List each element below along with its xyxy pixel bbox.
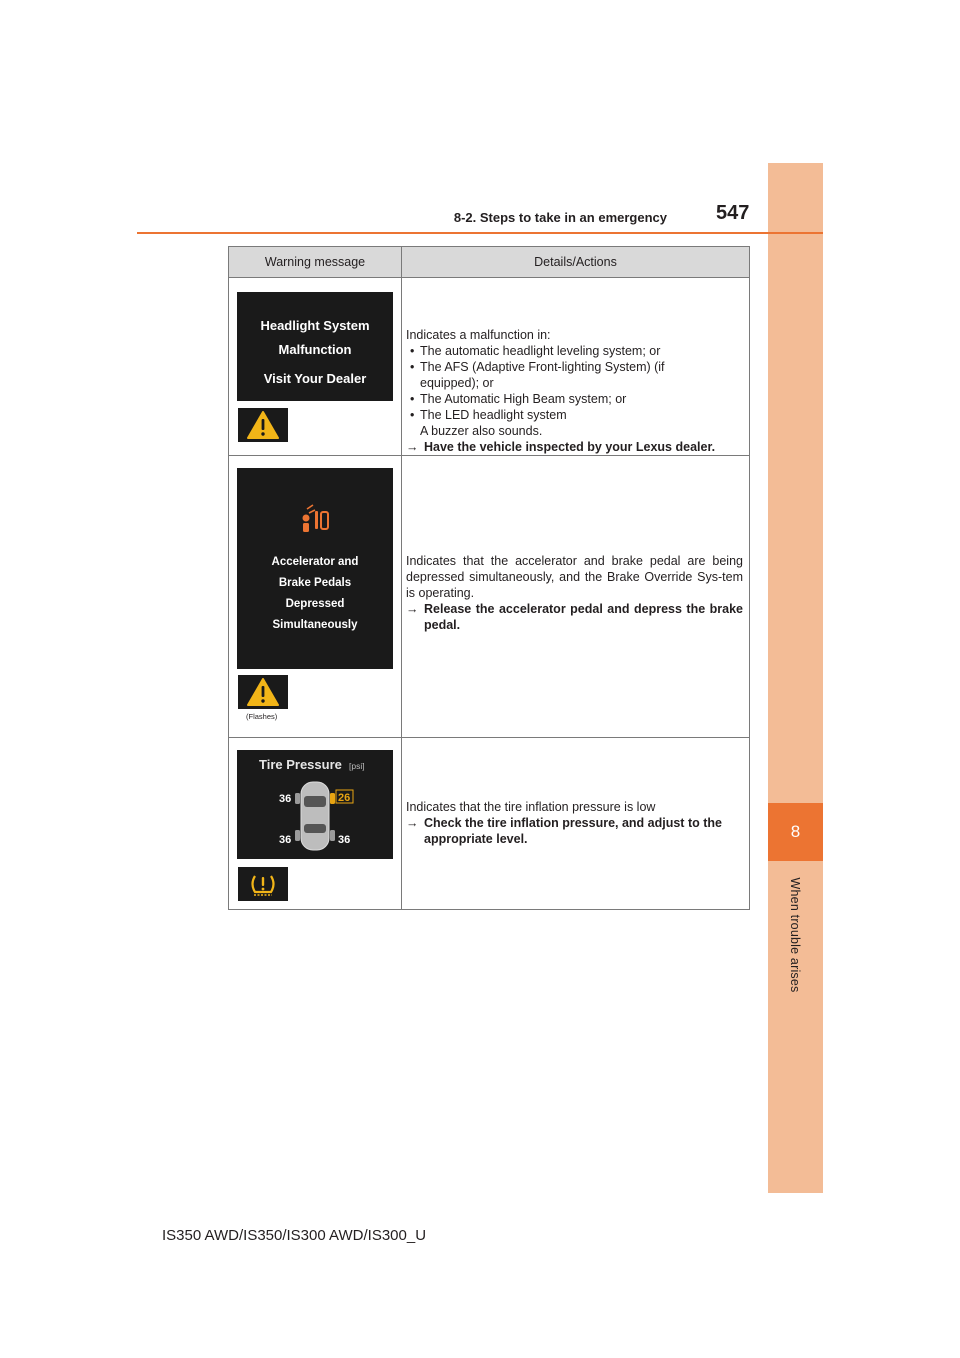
screen-line: Accelerator and	[271, 556, 359, 568]
screen-line: Malfunction	[278, 342, 352, 357]
headlight-malfunction-screen-graphic	[237, 292, 393, 401]
pedals-depressed-screen	[237, 468, 393, 669]
header-rule	[137, 232, 823, 234]
page-number: 547	[716, 202, 750, 224]
pedals-depressed-screen-graphic	[237, 468, 393, 669]
arrow-icon: →	[406, 816, 419, 830]
tire-pressure-screen	[237, 750, 393, 859]
table-header-row	[229, 247, 750, 278]
arrow-icon: →	[406, 440, 419, 454]
bullet: •	[410, 392, 415, 406]
tire-pressure-front-right: 26	[338, 792, 351, 804]
details-intro: Indicates a malfunction in:	[406, 328, 551, 342]
action-text: Have the vehicle inspected by your Lexus dealer.	[424, 440, 716, 454]
column-header-warning-message: Warning message	[229, 247, 402, 278]
tire-pressure-screen-graphic	[237, 750, 393, 859]
list-item-text: The LED headlight system	[420, 408, 567, 422]
indicator-caption: (Flashes)	[246, 712, 278, 721]
list-item-text: The AFS (Adaptive Front-lighting System) (if equipped); or	[420, 360, 665, 390]
column-header-details-actions: Details/Actions	[402, 247, 750, 278]
details-text: Indicates that the tire inflation pressure is low	[406, 800, 656, 814]
table-row	[229, 738, 750, 910]
screen-unit: [psi]	[349, 761, 365, 771]
screen-line: Simultaneously	[272, 619, 358, 631]
arrow-icon: →	[406, 602, 419, 616]
bullet: •	[410, 360, 415, 374]
warning-message-table	[228, 246, 750, 910]
list-item	[406, 407, 743, 423]
chapter-label: When trouble arises	[788, 877, 802, 993]
action-instruction	[406, 601, 743, 633]
warning-image-cell	[229, 278, 402, 456]
list-item-text: The automatic headlight leveling system; or	[420, 344, 661, 358]
details-cell	[402, 738, 750, 910]
warning-triangle-icon-graphic	[238, 408, 288, 442]
details-text: Indicates that the accelerator and brake pedal are being depressed simultaneously, and the Brake Override Sys-tem is operating.	[406, 554, 743, 600]
action-instruction	[406, 439, 743, 455]
warning-triangle-icon	[238, 408, 288, 442]
warning-image-cell	[229, 738, 402, 910]
warning-triangle-icon-graphic	[238, 675, 288, 709]
screen-line: Brake Pedals	[278, 577, 352, 589]
car-top-view-icon	[295, 782, 335, 850]
details-note: A buzzer also sounds.	[420, 424, 543, 438]
screen-title: Tire Pressure	[259, 757, 342, 772]
side-tab	[768, 163, 823, 1193]
tire-pressure-rear-left: 36	[279, 834, 292, 846]
list-item	[406, 391, 743, 407]
list-item	[406, 359, 743, 391]
list-item	[406, 343, 743, 359]
warning-image-cell	[229, 456, 402, 738]
tire-pressure-warning-icon	[238, 867, 288, 901]
bullet: •	[410, 344, 415, 358]
chapter-number: 8	[768, 803, 823, 861]
list-item-text: The Automatic High Beam system; or	[420, 392, 627, 406]
screen-line: Headlight System	[260, 318, 370, 333]
bullet: •	[410, 408, 415, 422]
headlight-malfunction-screen	[237, 292, 393, 401]
tire-pressure-front-left: 36	[279, 793, 292, 805]
table-row	[229, 278, 750, 456]
screen-line: Visit Your Dealer	[263, 371, 367, 386]
brake-override-icon	[303, 505, 329, 532]
details-cell	[402, 456, 750, 738]
model-footer: IS350 AWD/IS350/IS300 AWD/IS300_U	[162, 1227, 427, 1244]
action-text: Release the accelerator pedal and depress the brake pedal.	[424, 602, 743, 632]
tire-pressure-rear-right: 36	[338, 834, 351, 846]
details-cell	[402, 278, 750, 456]
screen-line: Depressed	[285, 598, 345, 610]
warning-triangle-icon	[238, 675, 288, 709]
action-text: Check the tire inflation pressure, and adjust to the appropriate level.	[424, 816, 722, 846]
action-instruction	[406, 815, 743, 847]
section-title: 8-2. Steps to take in an emergency	[453, 210, 667, 225]
table-row	[229, 456, 750, 738]
tire-pressure-warning-icon-graphic	[238, 867, 288, 901]
